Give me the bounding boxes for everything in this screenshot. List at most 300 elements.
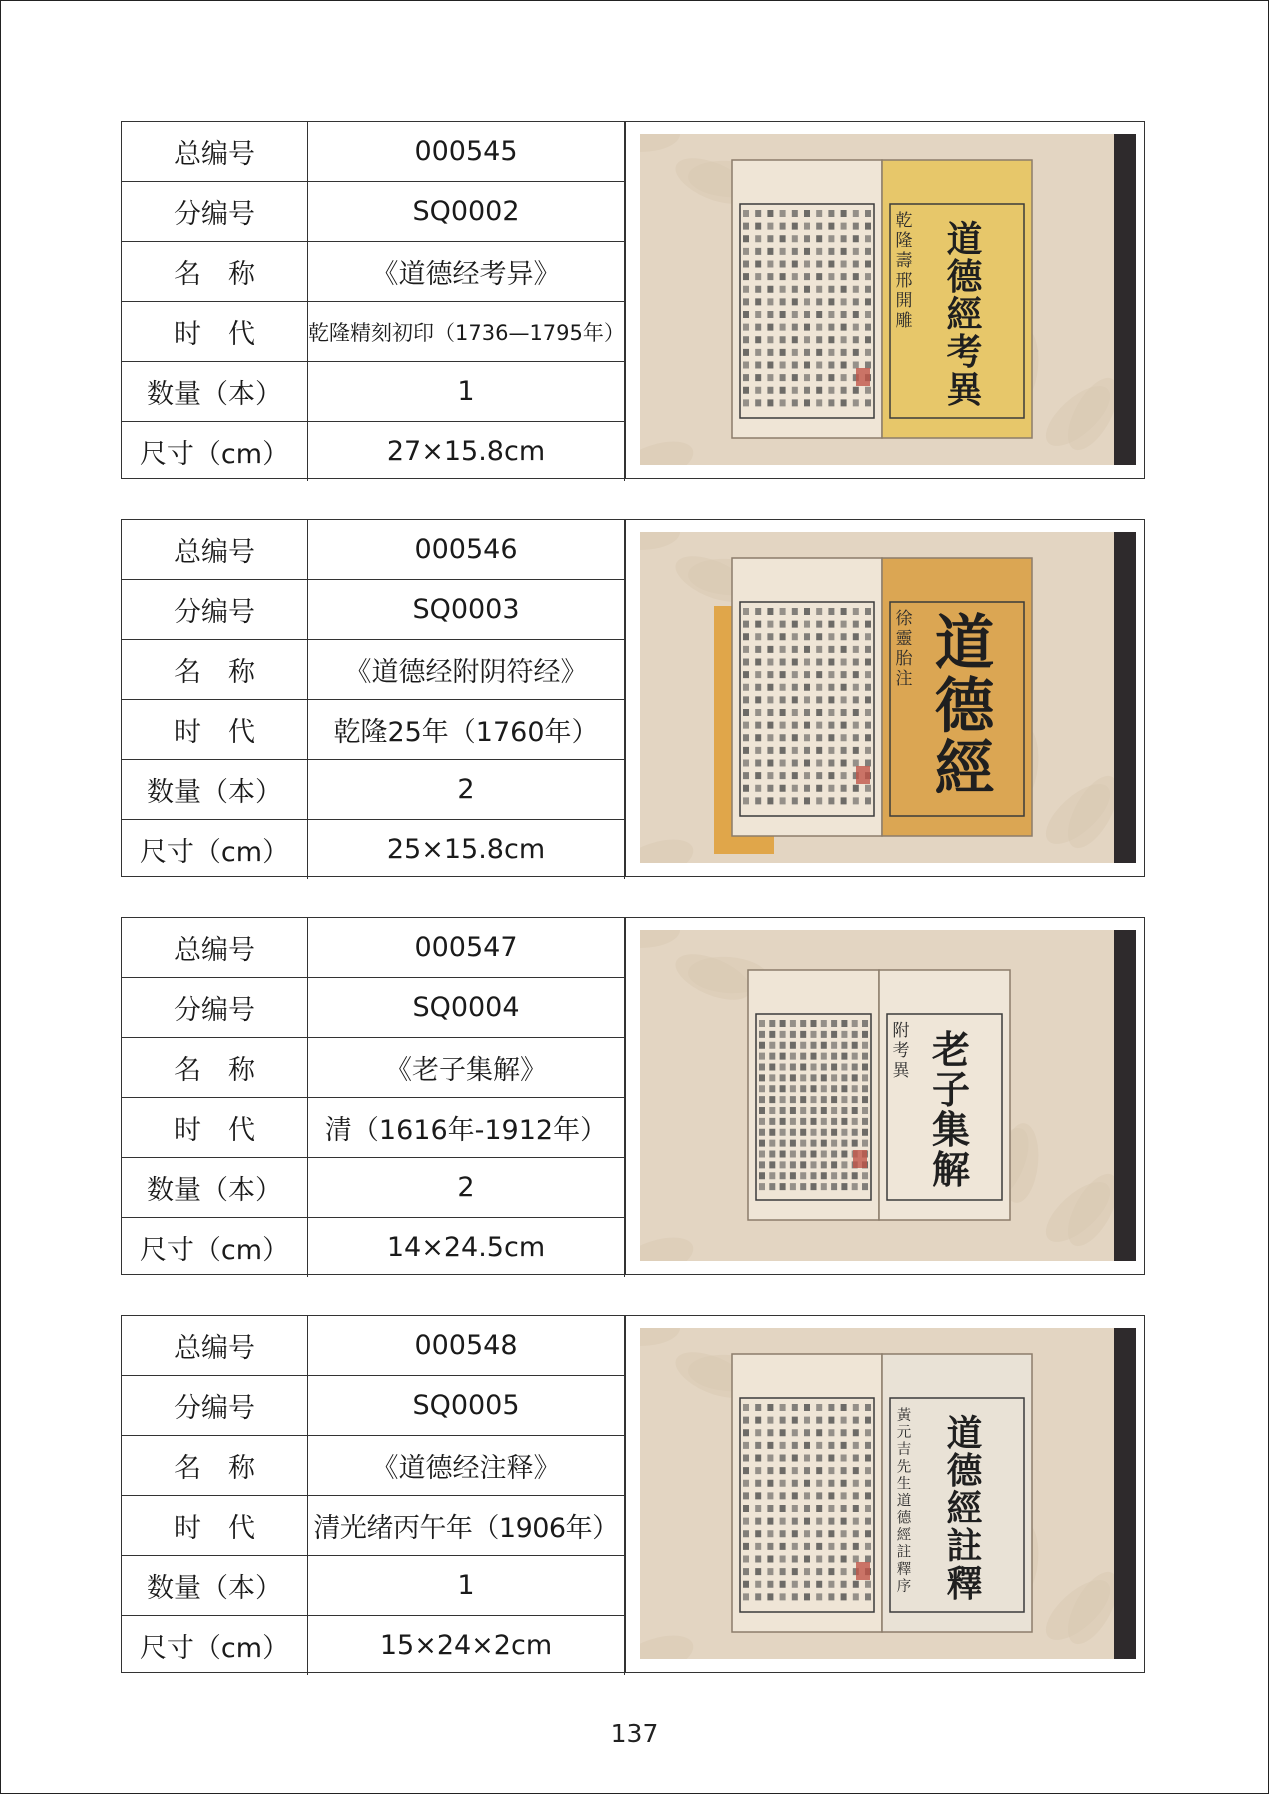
record-info-table — [122, 1316, 625, 1675]
text-glyph — [865, 1505, 871, 1512]
text-glyph — [853, 311, 859, 318]
text-glyph — [841, 696, 847, 703]
text-glyph — [767, 1404, 773, 1411]
text-glyph — [804, 1492, 810, 1499]
text-glyph — [804, 696, 810, 703]
text-glyph — [755, 362, 761, 369]
text-glyph — [790, 1064, 796, 1071]
text-glyph — [828, 659, 834, 666]
text-glyph — [811, 1020, 817, 1027]
dark-edge — [1114, 134, 1136, 465]
text-glyph — [767, 734, 773, 741]
text-glyph — [780, 374, 786, 381]
text-glyph — [862, 1118, 868, 1125]
text-glyph — [804, 349, 810, 356]
dark-edge — [1114, 532, 1136, 863]
text-glyph — [865, 747, 871, 754]
text-glyph — [841, 621, 847, 628]
text-glyph — [769, 1161, 775, 1168]
text-glyph — [755, 1429, 761, 1436]
text-glyph — [780, 1581, 786, 1588]
text-glyph — [831, 1064, 837, 1071]
text-glyph — [804, 324, 810, 331]
text-glyph — [853, 324, 859, 331]
text-glyph — [816, 772, 822, 779]
text-glyph — [743, 235, 749, 242]
text-glyph — [852, 1096, 858, 1103]
text-glyph — [800, 1020, 806, 1027]
text-glyph — [804, 1467, 810, 1474]
text-glyph — [792, 760, 798, 767]
text-glyph — [804, 1442, 810, 1449]
text-glyph — [821, 1107, 827, 1114]
text-glyph — [831, 1020, 837, 1027]
era-value: 清光绪丙午年（1906年） — [308, 1496, 625, 1556]
text-glyph — [780, 1151, 786, 1158]
text-glyph — [780, 324, 786, 331]
text-glyph — [755, 696, 761, 703]
cover-side-glyph: 經 — [896, 1527, 912, 1544]
text-glyph — [841, 1053, 847, 1060]
text-glyph — [792, 1556, 798, 1563]
text-glyph — [792, 210, 798, 217]
text-glyph — [853, 223, 859, 230]
text-glyph — [755, 235, 761, 242]
text-glyph — [790, 1140, 796, 1147]
text-glyph — [780, 785, 786, 792]
text-glyph — [865, 311, 871, 318]
text-glyph — [853, 1467, 859, 1474]
text-glyph — [769, 1042, 775, 1049]
text-glyph — [821, 1161, 827, 1168]
text-glyph — [755, 621, 761, 628]
text-glyph — [792, 1492, 798, 1499]
text-glyph — [828, 722, 834, 729]
text-glyph — [828, 696, 834, 703]
text-glyph — [769, 1096, 775, 1103]
text-glyph — [759, 1161, 765, 1168]
text-glyph — [841, 722, 847, 729]
text-glyph — [769, 1183, 775, 1190]
text-glyph — [800, 1107, 806, 1114]
text-glyph — [800, 1064, 806, 1071]
text-glyph — [841, 1085, 847, 1092]
text-glyph — [828, 374, 834, 381]
text-glyph — [804, 374, 810, 381]
text-glyph — [800, 1183, 806, 1190]
text-glyph — [853, 1480, 859, 1487]
text-glyph — [821, 1118, 827, 1125]
text-glyph — [780, 311, 786, 318]
text-glyph — [852, 1042, 858, 1049]
text-glyph — [759, 1042, 765, 1049]
label-quantity: 数量（本） — [122, 1556, 308, 1616]
text-glyph — [780, 1518, 786, 1525]
text-glyph — [828, 1455, 834, 1462]
text-glyph — [865, 1429, 871, 1436]
text-glyph — [759, 1183, 765, 1190]
text-glyph — [853, 785, 859, 792]
text-glyph — [780, 210, 786, 217]
text-glyph — [759, 1118, 765, 1125]
size-value: 25×15.8cm — [308, 820, 625, 880]
text-glyph — [831, 1183, 837, 1190]
text-glyph — [769, 1172, 775, 1179]
text-glyph — [743, 1442, 749, 1449]
text-glyph — [841, 1455, 847, 1462]
text-glyph — [755, 210, 761, 217]
text-glyph — [804, 671, 810, 678]
text-glyph — [755, 734, 761, 741]
text-glyph — [743, 311, 749, 318]
text-glyph — [755, 399, 761, 406]
text-glyph — [804, 1480, 810, 1487]
text-glyph — [828, 336, 834, 343]
text-glyph — [865, 1593, 871, 1600]
text-glyph — [790, 1053, 796, 1060]
text-glyph — [821, 1140, 827, 1147]
text-glyph — [755, 311, 761, 318]
text-glyph — [816, 336, 822, 343]
text-glyph — [755, 273, 761, 280]
text-glyph — [792, 1518, 798, 1525]
text-glyph — [743, 349, 749, 356]
text-glyph — [862, 1031, 868, 1038]
text-glyph — [816, 1530, 822, 1537]
text-glyph — [790, 1085, 796, 1092]
text-glyph — [743, 374, 749, 381]
text-glyph — [743, 772, 749, 779]
text-glyph — [852, 1020, 858, 1027]
text-glyph — [865, 1543, 871, 1550]
text-glyph — [811, 1031, 817, 1038]
text-glyph — [780, 1543, 786, 1550]
text-glyph — [865, 1492, 871, 1499]
text-glyph — [816, 785, 822, 792]
text-glyph — [790, 1161, 796, 1168]
text-glyph — [769, 1085, 775, 1092]
text-glyph — [862, 1140, 868, 1147]
text-glyph — [792, 1581, 798, 1588]
text-glyph — [767, 1505, 773, 1512]
text-glyph — [828, 709, 834, 716]
text-glyph — [767, 235, 773, 242]
text-glyph — [865, 336, 871, 343]
text-glyph — [792, 1568, 798, 1575]
cover-title-glyph: 經 — [946, 1487, 983, 1530]
text-glyph — [852, 1118, 858, 1125]
text-glyph — [767, 311, 773, 318]
cover-side-glyph: 附 — [892, 1021, 910, 1041]
text-glyph — [790, 1031, 796, 1038]
text-glyph — [769, 1107, 775, 1114]
text-glyph — [852, 1129, 858, 1136]
label-quantity: 数量（本） — [122, 1158, 308, 1218]
text-glyph — [769, 1140, 775, 1147]
text-glyph — [821, 1183, 827, 1190]
text-glyph — [767, 1429, 773, 1436]
text-glyph — [767, 362, 773, 369]
catalog-record — [121, 121, 1145, 479]
text-glyph — [804, 646, 810, 653]
label-era: 时 代 — [122, 1098, 308, 1158]
text-glyph — [828, 1543, 834, 1550]
text-glyph — [816, 1404, 822, 1411]
text-glyph — [865, 709, 871, 716]
cover-side-glyph: 先 — [896, 1459, 912, 1476]
text-glyph — [816, 1505, 822, 1512]
text-glyph — [828, 298, 834, 305]
text-glyph — [853, 621, 859, 628]
text-glyph — [865, 621, 871, 628]
text-glyph — [767, 223, 773, 230]
cover-side-glyph: 胎 — [895, 649, 913, 669]
text-glyph — [743, 1530, 749, 1537]
text-glyph — [804, 797, 810, 804]
text-glyph — [841, 747, 847, 754]
name-value: 《道德经附阴符经》 — [308, 640, 625, 700]
text-glyph — [743, 709, 749, 716]
text-glyph — [767, 772, 773, 779]
text-glyph — [828, 1505, 834, 1512]
text-glyph — [865, 223, 871, 230]
cover-title-glyph: 異 — [946, 368, 983, 411]
text-glyph — [841, 1064, 847, 1071]
text-glyph — [780, 1096, 786, 1103]
text-glyph — [804, 298, 810, 305]
book-photo — [640, 134, 1136, 465]
text-glyph — [841, 1118, 847, 1125]
text-glyph — [841, 608, 847, 615]
text-glyph — [780, 1118, 786, 1125]
record-info-table — [122, 520, 625, 879]
cover-title-glyph: 道 — [946, 1412, 983, 1455]
sub-no-value: SQ0004 — [308, 978, 625, 1038]
text-glyph — [816, 311, 822, 318]
text-glyph — [759, 1107, 765, 1114]
text-glyph — [853, 671, 859, 678]
text-glyph — [743, 399, 749, 406]
text-glyph — [821, 1031, 827, 1038]
text-glyph — [780, 1404, 786, 1411]
seal-stamp — [856, 1562, 870, 1580]
quantity-value: 2 — [308, 760, 625, 820]
text-glyph — [792, 248, 798, 255]
text-glyph — [755, 1505, 761, 1512]
text-glyph — [780, 747, 786, 754]
text-glyph — [853, 273, 859, 280]
text-glyph — [853, 1442, 859, 1449]
text-glyph — [865, 1455, 871, 1462]
text-glyph — [853, 1581, 859, 1588]
text-glyph — [828, 286, 834, 293]
text-glyph — [780, 1455, 786, 1462]
cover-title-glyph: 德 — [946, 256, 983, 299]
text-glyph — [816, 374, 822, 381]
book-left-page — [748, 970, 879, 1220]
text-glyph — [853, 336, 859, 343]
text-glyph — [804, 760, 810, 767]
text-glyph — [743, 1518, 749, 1525]
text-glyph — [755, 298, 761, 305]
text-glyph — [853, 722, 859, 729]
text-glyph — [816, 696, 822, 703]
text-glyph — [828, 684, 834, 691]
label-size: 尺寸（cm） — [122, 1616, 308, 1676]
text-glyph — [816, 671, 822, 678]
text-glyph — [841, 248, 847, 255]
label-name: 名 称 — [122, 640, 308, 700]
text-glyph — [816, 734, 822, 741]
text-glyph — [841, 1042, 847, 1049]
cover-side-glyph: 道 — [896, 1493, 912, 1510]
text-glyph — [755, 1518, 761, 1525]
text-glyph — [821, 1172, 827, 1179]
text-glyph — [769, 1151, 775, 1158]
label-sub-no: 分编号 — [122, 182, 308, 242]
text-glyph — [755, 1417, 761, 1424]
text-glyph — [759, 1172, 765, 1179]
label-total-no: 总编号 — [122, 122, 308, 182]
text-glyph — [767, 1442, 773, 1449]
text-glyph — [767, 374, 773, 381]
text-glyph — [792, 646, 798, 653]
text-glyph — [767, 722, 773, 729]
text-glyph — [792, 223, 798, 230]
text-glyph — [743, 1568, 749, 1575]
text-glyph — [790, 1074, 796, 1081]
text-glyph — [743, 1467, 749, 1474]
text-glyph — [780, 235, 786, 242]
text-glyph — [792, 286, 798, 293]
text-glyph — [852, 1172, 858, 1179]
text-glyph — [852, 1107, 858, 1114]
text-glyph — [767, 1518, 773, 1525]
photo-cell — [625, 122, 1144, 478]
text-glyph — [852, 1074, 858, 1081]
text-glyph — [828, 1518, 834, 1525]
text-glyph — [780, 1530, 786, 1537]
text-glyph — [853, 1530, 859, 1537]
text-glyph — [792, 785, 798, 792]
text-glyph — [755, 1480, 761, 1487]
text-glyph — [759, 1129, 765, 1136]
text-glyph — [755, 1581, 761, 1588]
text-glyph — [790, 1118, 796, 1125]
text-glyph — [780, 760, 786, 767]
text-glyph — [759, 1053, 765, 1060]
text-glyph — [853, 1404, 859, 1411]
text-glyph — [828, 235, 834, 242]
text-glyph — [865, 1518, 871, 1525]
text-glyph — [743, 387, 749, 394]
text-glyph — [800, 1031, 806, 1038]
text-glyph — [780, 1505, 786, 1512]
text-glyph — [865, 1556, 871, 1563]
text-glyph — [865, 261, 871, 268]
label-name: 名 称 — [122, 1436, 308, 1496]
label-era: 时 代 — [122, 1496, 308, 1556]
text-glyph — [841, 709, 847, 716]
text-glyph — [816, 1429, 822, 1436]
text-glyph — [811, 1107, 817, 1114]
total-no-value: 000548 — [308, 1316, 625, 1376]
text-glyph — [767, 1568, 773, 1575]
text-glyph — [811, 1118, 817, 1125]
cover-title-glyph: 道 — [946, 218, 983, 261]
text-glyph — [811, 1140, 817, 1147]
text-glyph — [841, 1417, 847, 1424]
text-glyph — [841, 1107, 847, 1114]
text-glyph — [841, 1140, 847, 1147]
text-glyph — [804, 659, 810, 666]
text-glyph — [755, 223, 761, 230]
text-glyph — [816, 621, 822, 628]
text-glyph — [743, 646, 749, 653]
text-glyph — [804, 273, 810, 280]
text-glyph — [743, 1492, 749, 1499]
text-glyph — [841, 1172, 847, 1179]
text-glyph — [759, 1151, 765, 1158]
text-glyph — [821, 1129, 827, 1136]
text-glyph — [743, 223, 749, 230]
text-glyph — [792, 633, 798, 640]
text-glyph — [828, 1480, 834, 1487]
text-glyph — [816, 1593, 822, 1600]
text-glyph — [816, 1480, 822, 1487]
text-glyph — [743, 286, 749, 293]
text-glyph — [790, 1183, 796, 1190]
text-glyph — [780, 1568, 786, 1575]
sub-no-value: SQ0003 — [308, 580, 625, 640]
text-glyph — [792, 336, 798, 343]
text-glyph — [759, 1074, 765, 1081]
text-glyph — [743, 659, 749, 666]
text-glyph — [743, 671, 749, 678]
cover-title-glyph: 釋 — [946, 1562, 983, 1605]
text-glyph — [841, 785, 847, 792]
cover-side-glyph: 德 — [896, 1510, 912, 1527]
text-glyph — [828, 1530, 834, 1537]
text-glyph — [792, 709, 798, 716]
book-photo-drawing — [640, 134, 1136, 465]
text-glyph — [780, 1129, 786, 1136]
text-glyph — [841, 1161, 847, 1168]
text-glyph — [800, 1129, 806, 1136]
text-glyph — [743, 1505, 749, 1512]
text-glyph — [841, 1129, 847, 1136]
text-glyph — [853, 261, 859, 268]
text-glyph — [816, 1417, 822, 1424]
text-glyph — [743, 633, 749, 640]
text-glyph — [841, 684, 847, 691]
text-glyph — [865, 608, 871, 615]
cover-side-glyph: 釋 — [896, 1561, 912, 1578]
text-glyph — [816, 362, 822, 369]
text-glyph — [780, 734, 786, 741]
text-glyph — [853, 747, 859, 754]
text-glyph — [804, 210, 810, 217]
text-glyph — [841, 1031, 847, 1038]
catalog-record — [121, 1315, 1145, 1673]
cover-title-glyph: 考 — [946, 331, 983, 374]
text-glyph — [790, 1096, 796, 1103]
text-glyph — [800, 1053, 806, 1060]
text-glyph — [821, 1042, 827, 1049]
text-glyph — [780, 709, 786, 716]
text-glyph — [811, 1085, 817, 1092]
text-glyph — [816, 210, 822, 217]
